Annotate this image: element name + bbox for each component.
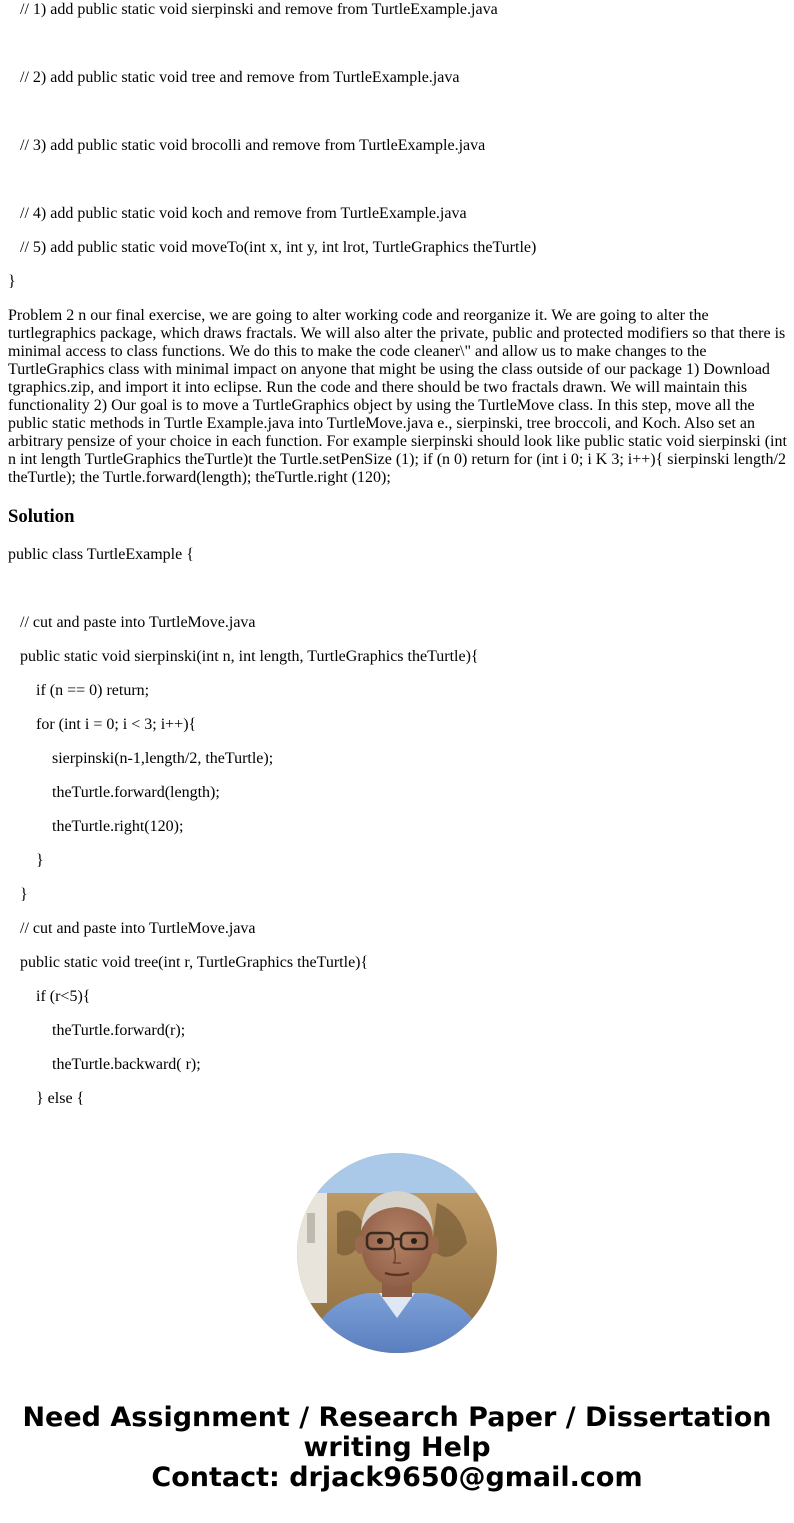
code-line: theTurtle.right(120); [52, 818, 184, 835]
code-line: // 1) add public static void sierpinski and remove from TurtleExample.java [20, 1, 498, 18]
code-line: theTurtle.backward( r); [52, 1056, 201, 1073]
code-line: } else { [36, 1090, 85, 1107]
help-banner [0, 1403, 794, 1493]
code-line: } [20, 886, 28, 903]
code-line: // cut and paste into TurtleMove.java [20, 614, 256, 631]
code-line: if (n == 0) return; [36, 682, 150, 699]
contact-email[interactable]: Contact: drjack9650@gmail.com [151, 1462, 643, 1493]
problem-text: Problem 2 n our final exercise, we are going to alter working code and reorganize it. We are going to alter the turtlegraphics package, which draws fractals. We will also alter the private, public and protected modifiers so that there is minimal access to class functions. We do this to make the code cleaner\" and allow us to make changes to the TurtleGraphics class with minimal impact on anyone that might be using the class outside of our package 1) Download tgraphics.zip, and import it into eclipse. Run the code and there should be two fractals drawn. We will maintain this functionality 2) Our goal is to move a TurtleGraphics object by using the TurtleMove class. In this step, move all the public static methods in Turtle Example.java into TurtleMove.java e., sierpinski, tree broccoli, and Koch. Also set an arbitrary pensize of your choice in each function. For example sierpinski should look like public static void sierpinski (int n int length TurtleGraphics theTurtle)t the Turtle.setPenSize (1); if (n 0) return for (int i 0; i K 3; i++){ sierpinski length/2 theTurtle); the Turtle.forward(length); theTurtle.right (120); [8, 307, 787, 486]
portrait-photo [297, 1153, 497, 1353]
banner-line: writing Help [303, 1432, 491, 1463]
code-line: for (int i = 0; i < 3; i++){ [36, 716, 197, 733]
code-line: public static void sierpinski(int n, int length, TurtleGraphics theTurtle){ [20, 648, 479, 665]
code-line: if (r<5){ [36, 988, 91, 1005]
code-line: public static void tree(int r, TurtleGraphics theTurtle){ [20, 954, 369, 971]
code-line: // 3) add public static void brocolli and remove from TurtleExample.java [20, 137, 486, 154]
code-line: theTurtle.forward(length); [52, 784, 220, 801]
avatar [297, 1153, 497, 1353]
code-line: } [36, 852, 44, 869]
code-line: // 5) add public static void moveTo(int x, int y, int lrot, TurtleGraphics theTurtle) [20, 239, 537, 256]
code-line: // 2) add public static void tree and remove from TurtleExample.java [20, 69, 460, 86]
code-line: theTurtle.forward(r); [52, 1022, 186, 1039]
code-line: // cut and paste into TurtleMove.java [20, 920, 256, 937]
code-line: sierpinski(n-1,length/2, theTurtle); [52, 750, 274, 767]
code-line: public class TurtleExample { [8, 546, 194, 563]
solution-heading: Solution [8, 506, 75, 527]
banner-line: Need Assignment / Research Paper / Dissertation [22, 1402, 772, 1433]
code-line: // 4) add public static void koch and remove from TurtleExample.java [20, 205, 467, 222]
code-line: } [8, 273, 16, 290]
